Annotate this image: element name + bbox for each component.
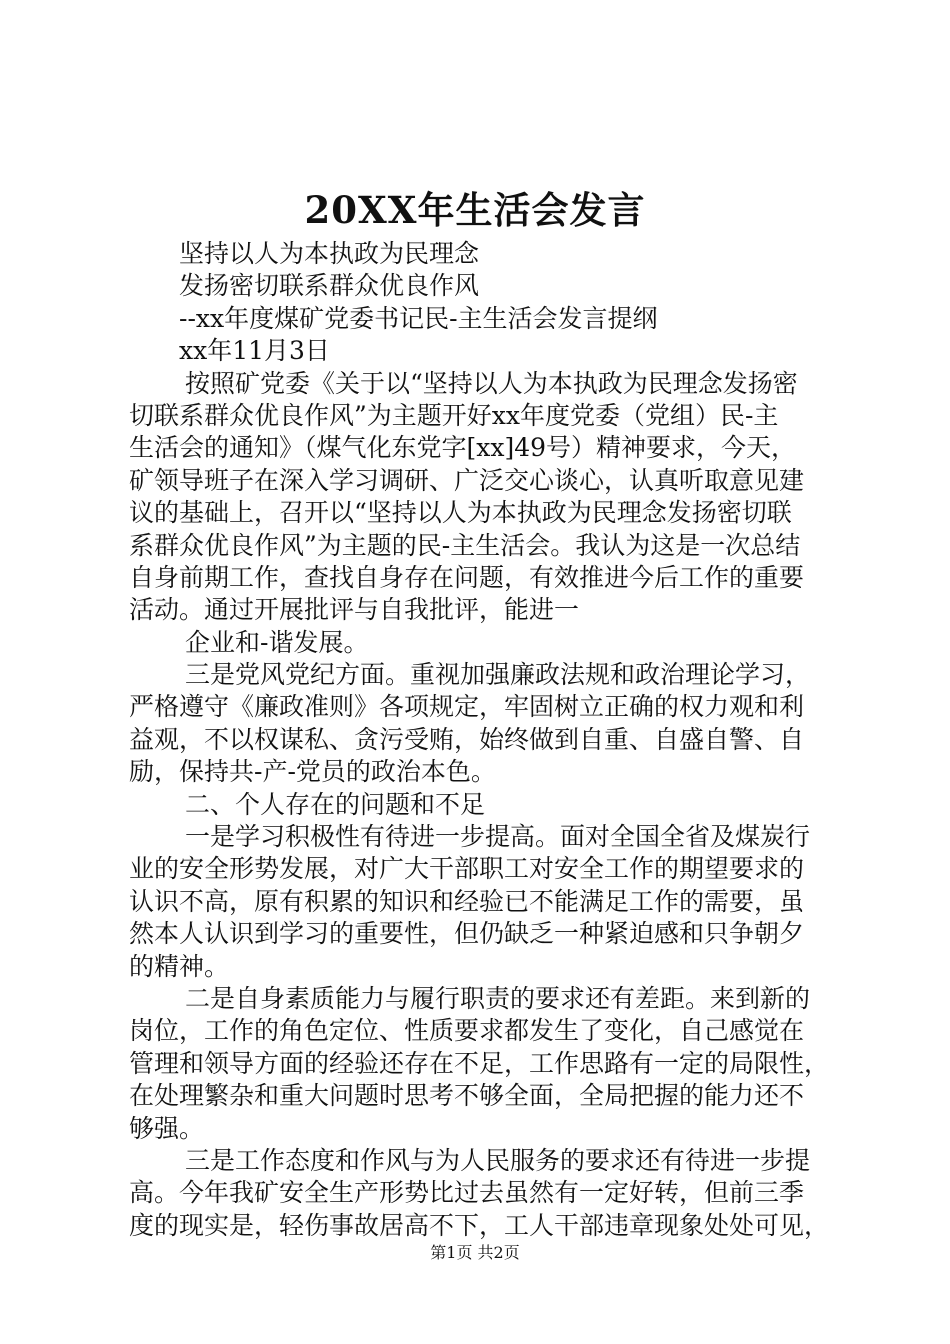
text-line: 认识不高，原有积累的知识和经验已不能满足工作的需要，虽 <box>129 886 805 916</box>
text-line: --xx年度煤矿党委书记民-主生活会发言提纲 <box>179 303 658 333</box>
text-line: 二、个人存在的问题和不足 <box>185 789 486 819</box>
text-line: 发扬密切联系群众优良作风 <box>179 271 480 301</box>
text-line: 矿领导班子在深入学习调研、广泛交心谈心，认真听取意见建 <box>129 465 805 495</box>
text-line: 按照矿党委《关于以“坚持以人为本执政为民理念发扬密 <box>185 368 798 398</box>
text-line: 然本人认识到学习的重要性，但仍缺乏一种紧迫感和只争朝夕 <box>129 919 805 949</box>
text-line: 活动。通过开展批评与自我批评，能进一 <box>129 595 580 625</box>
text-line: 三是党风党纪方面。重视加强廉政法规和政治理论学习， <box>185 660 811 690</box>
text-line: 励，保持共-产-党员的政治本色。 <box>129 757 496 787</box>
text-line: 一是学习积极性有待进一步提高。面对全国全省及煤炭行 <box>185 822 811 852</box>
text-line: 岗位，工作的角色定位、性质要求都发生了变化，自己感觉在 <box>129 1016 805 1046</box>
text-line: 企业和-谐发展。 <box>185 627 369 657</box>
text-line: 在处理繁杂和重大问题时思考不够全面，全局把握的能力还不 <box>129 1081 805 1111</box>
text-line: 三是工作态度和作风与为人民服务的要求还有待进一步提 <box>185 1145 811 1175</box>
page-title: 20XX年生活会发言 <box>304 188 646 232</box>
text-line: 系群众优良作风”为主题的民-主生活会。我认为这是一次总结 <box>129 530 801 560</box>
page-footer: 第1页 共2页 <box>430 1243 520 1262</box>
text-line: 益观，不以权谋私、贪污受贿，始终做到自重、自盛自警、自 <box>129 724 805 754</box>
text-line: 生活会的通知》（煤气化东党字[xx]49号）精神要求，今天， <box>129 433 797 463</box>
text-line: 度的现实是，轻伤事故居高不下，工人干部违章现象处处可见， <box>129 1210 830 1240</box>
text-line: 管理和领导方面的经验还存在不足，工作思路有一定的局限性， <box>129 1048 830 1078</box>
text-line: 的精神。 <box>129 951 230 981</box>
document-body <box>129 238 833 1242</box>
text-line: 切联系群众优良作风”为主题开好xx年度党委（党组）民-主 <box>129 400 779 430</box>
text-line: 严格遵守《廉政准则》各项规定，牢固树立正确的权力观和利 <box>129 692 805 722</box>
text-line: 自身前期工作，查找自身存在问题，有效推进今后工作的重要 <box>129 562 805 592</box>
text-line: 坚持以人为本执政为民理念 <box>179 239 480 268</box>
text-line: 议的基础上，召开以“坚持以人为本执政为民理念发扬密切联 <box>129 498 792 528</box>
text-line: 高。今年我矿安全生产形势比过去虽然有一定好转，但前三季 <box>129 1178 805 1208</box>
text-line: xx年11月3日 <box>179 336 330 366</box>
text-line: 业的安全形势发展，对广大干部职工对安全工作的期望要求的 <box>129 854 805 884</box>
text-line: 够强。 <box>129 1113 205 1143</box>
text-line: 二是自身素质能力与履行职责的要求还有差距。来到新的 <box>185 983 811 1013</box>
